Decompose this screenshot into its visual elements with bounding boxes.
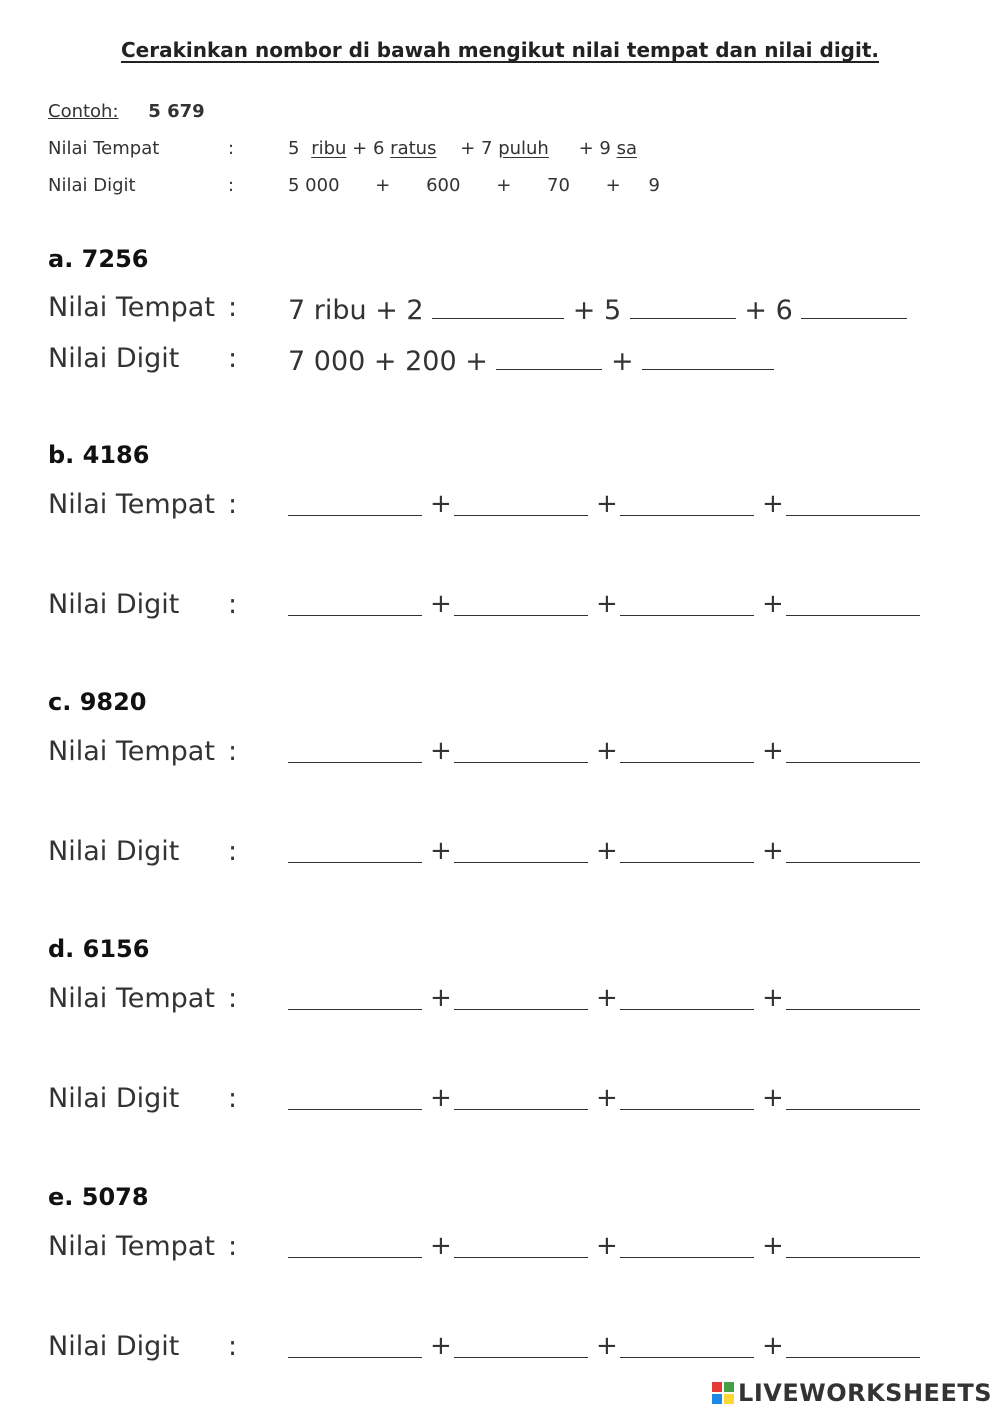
answer-blank[interactable]	[620, 489, 754, 516]
answer-blank[interactable]	[620, 836, 754, 863]
example-digit-values	[288, 175, 660, 196]
question-c-digit-colon: :	[228, 836, 238, 867]
plus-sign: +	[596, 1331, 618, 1361]
answer-blank[interactable]	[620, 736, 754, 763]
example-place-part: + 6	[352, 138, 385, 159]
plus-sign: +	[430, 983, 452, 1013]
answer-blank[interactable]	[454, 736, 588, 763]
answer-blank[interactable]	[288, 983, 422, 1010]
answer-blank[interactable]	[786, 489, 920, 516]
example-digit-plus: +	[605, 175, 621, 196]
answer-blank[interactable]	[454, 836, 588, 863]
question-d-digit-label: Nilai Digit	[48, 1083, 180, 1114]
question-a-digit-text: 7 000 + 200 +	[288, 346, 488, 377]
question-b-place-colon: :	[228, 489, 238, 520]
question-c-digit-label: Nilai Digit	[48, 836, 180, 867]
example-digit-part: 9	[648, 175, 660, 196]
example-digit-label: Nilai Digit	[48, 175, 136, 196]
plus-sign: +	[762, 736, 784, 766]
answer-blank[interactable]	[786, 983, 920, 1010]
answer-blank[interactable]	[288, 1083, 422, 1110]
answer-blank[interactable]	[454, 1083, 588, 1110]
question-e-place-label: Nilai Tempat	[48, 1231, 215, 1262]
question-d-digit-colon: :	[228, 1083, 238, 1114]
plus-sign: +	[762, 489, 784, 519]
question-a-place-text: 7 ribu + 2	[288, 295, 424, 326]
question-c-place-colon: :	[228, 736, 238, 767]
question-c-place-label: Nilai Tempat	[48, 736, 215, 767]
example-header	[48, 101, 205, 122]
answer-blank[interactable]	[454, 983, 588, 1010]
answer-blank[interactable]	[801, 292, 907, 319]
answer-blank[interactable]	[620, 983, 754, 1010]
question-a-digit-label: Nilai Digit	[48, 343, 180, 374]
example-place-unit: ribu	[311, 138, 347, 159]
question-e-place-colon: :	[228, 1231, 238, 1262]
answer-blank[interactable]	[642, 343, 774, 370]
example-place-unit: ratus	[390, 138, 437, 159]
answer-blank[interactable]	[786, 836, 920, 863]
answer-blank[interactable]	[786, 1083, 920, 1110]
example-place-unit: puluh	[498, 138, 549, 159]
answer-blank[interactable]	[630, 292, 736, 319]
plus-sign: +	[596, 836, 618, 866]
example-number: 5 679	[148, 101, 205, 122]
plus-sign: +	[596, 1231, 618, 1261]
plus-sign: +	[596, 1083, 618, 1113]
plus-sign: +	[430, 489, 452, 519]
answer-blank[interactable]	[454, 489, 588, 516]
answer-blank[interactable]	[288, 589, 422, 616]
question-a-digit-row	[288, 343, 774, 377]
answer-blank[interactable]	[786, 736, 920, 763]
plus-sign: +	[430, 1083, 452, 1113]
answer-blank[interactable]	[786, 1331, 920, 1358]
plus-sign: +	[762, 1083, 784, 1113]
plus-sign: +	[596, 983, 618, 1013]
example-digit-plus: +	[496, 175, 512, 196]
question-b-digit-colon: :	[228, 589, 238, 620]
answer-blank[interactable]	[496, 343, 602, 370]
plus-sign: +	[430, 736, 452, 766]
question-b-place-label: Nilai Tempat	[48, 489, 215, 520]
example-label: Contoh:	[48, 101, 119, 122]
answer-blank[interactable]	[288, 489, 422, 516]
plus-sign: +	[430, 1231, 452, 1261]
question-b-heading: b. 4186	[48, 441, 150, 469]
logo-text: LIVEWORKSHEETS	[738, 1379, 992, 1407]
answer-blank[interactable]	[288, 736, 422, 763]
answer-blank[interactable]	[454, 1231, 588, 1258]
plus-sign: +	[762, 836, 784, 866]
question-a-heading: a. 7256	[48, 245, 149, 273]
question-a-place-row	[288, 292, 907, 326]
plus-sign: +	[762, 1331, 784, 1361]
answer-blank[interactable]	[288, 1231, 422, 1258]
example-place-unit: sa	[616, 138, 637, 159]
answer-blank[interactable]	[432, 292, 564, 319]
plus-sign: +	[430, 1331, 452, 1361]
example-place-colon: :	[228, 138, 235, 159]
question-e-digit-colon: :	[228, 1331, 238, 1362]
question-e-digit-label: Nilai Digit	[48, 1331, 180, 1362]
answer-blank[interactable]	[288, 836, 422, 863]
answer-blank[interactable]	[620, 1231, 754, 1258]
answer-blank[interactable]	[620, 1331, 754, 1358]
plus-sign: +	[596, 489, 618, 519]
question-d-place-colon: :	[228, 983, 238, 1014]
answer-blank[interactable]	[786, 589, 920, 616]
example-digit-part: 5 000	[288, 175, 340, 196]
answer-blank[interactable]	[454, 1331, 588, 1358]
example-place-part: + 7	[460, 138, 493, 159]
plus-sign: +	[430, 836, 452, 866]
plus-sign: +	[762, 1231, 784, 1261]
question-a-place-label: Nilai Tempat	[48, 292, 215, 323]
plus-sign: +	[430, 589, 452, 619]
example-digit-plus: +	[375, 175, 391, 196]
answer-blank[interactable]	[454, 589, 588, 616]
question-b-digit-label: Nilai Digit	[48, 589, 180, 620]
plus-sign: +	[762, 589, 784, 619]
example-place-values	[288, 138, 637, 159]
question-a-digit-colon: :	[228, 343, 238, 374]
question-c-heading: c. 9820	[48, 688, 147, 716]
question-d-heading: d. 6156	[48, 935, 150, 963]
example-place-part: 5	[288, 138, 300, 159]
question-a-place-text: + 6	[744, 295, 793, 326]
example-digit-part: 600	[426, 175, 461, 196]
plus-sign: +	[596, 736, 618, 766]
example-place-label: Nilai Tempat	[48, 138, 160, 159]
plus-sign: +	[762, 983, 784, 1013]
logo-mark-icon	[712, 1382, 734, 1404]
example-digit-part: 70	[547, 175, 570, 196]
plus-sign: +	[596, 589, 618, 619]
answer-blank[interactable]	[620, 589, 754, 616]
answer-blank[interactable]	[620, 1083, 754, 1110]
answer-blank[interactable]	[288, 1331, 422, 1358]
question-a-digit-text: +	[611, 346, 634, 377]
example-place-part: + 9	[578, 138, 611, 159]
worksheet-title: Cerakinkan nombor di bawah mengikut nilai tempat dan nilai digit.	[120, 38, 880, 62]
question-a-place-colon: :	[228, 292, 238, 323]
liveworksheets-logo	[712, 1379, 992, 1407]
question-a-place-text: + 5	[572, 295, 622, 326]
question-e-heading: e. 5078	[48, 1183, 149, 1211]
answer-blank[interactable]	[786, 1231, 920, 1258]
example-digit-colon: :	[228, 175, 235, 196]
question-d-place-label: Nilai Tempat	[48, 983, 215, 1014]
